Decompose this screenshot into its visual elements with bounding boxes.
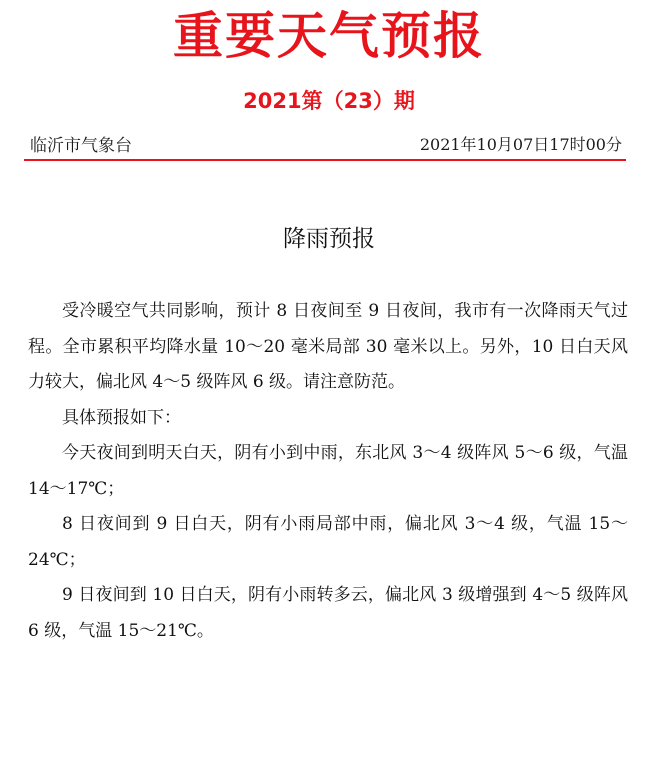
paragraph-forecast-day9: 9 日夜间到 10 日白天，阴有小雨转多云，偏北风 3 级增强到 4～5 级阵风 6 级，气温 15～21℃。 [28,585,628,641]
meta-row [28,128,626,158]
issue-time: 2021年10月07日17时00分 [419,135,622,154]
paragraph-forecast-tonight: 今天夜间到明天白天，阴有小到中雨，东北风 3～4 级阵风 5～6 级，气温 14～17℃； [28,443,628,499]
issue-number: 2021第（23）期 [243,89,415,113]
paragraph-forecast-day8: 8 日夜间到 9 日白天，阴有小雨局部中雨，偏北风 3～4 级，气温 15～24℃； [28,514,628,570]
issuer-name: 临沂市气象台 [30,136,132,156]
masthead-title: 重要天气预报 [173,7,485,65]
document-body [28,294,628,649]
document-title: 降雨预报 [283,226,375,252]
header-divider [24,159,626,161]
paragraph-summary: 受冷暖空气共同影响，预计 8 日夜间至 9 日夜间，我市有一次降雨天气过程。全市累积平均降水量 10～20 毫米局部 30 毫米以上。另外，10 日白天风力较大，偏北风 4～5 级阵风 6 级。请注意防范。 [28,301,628,392]
paragraph-intro: 具体预报如下： [62,407,181,428]
